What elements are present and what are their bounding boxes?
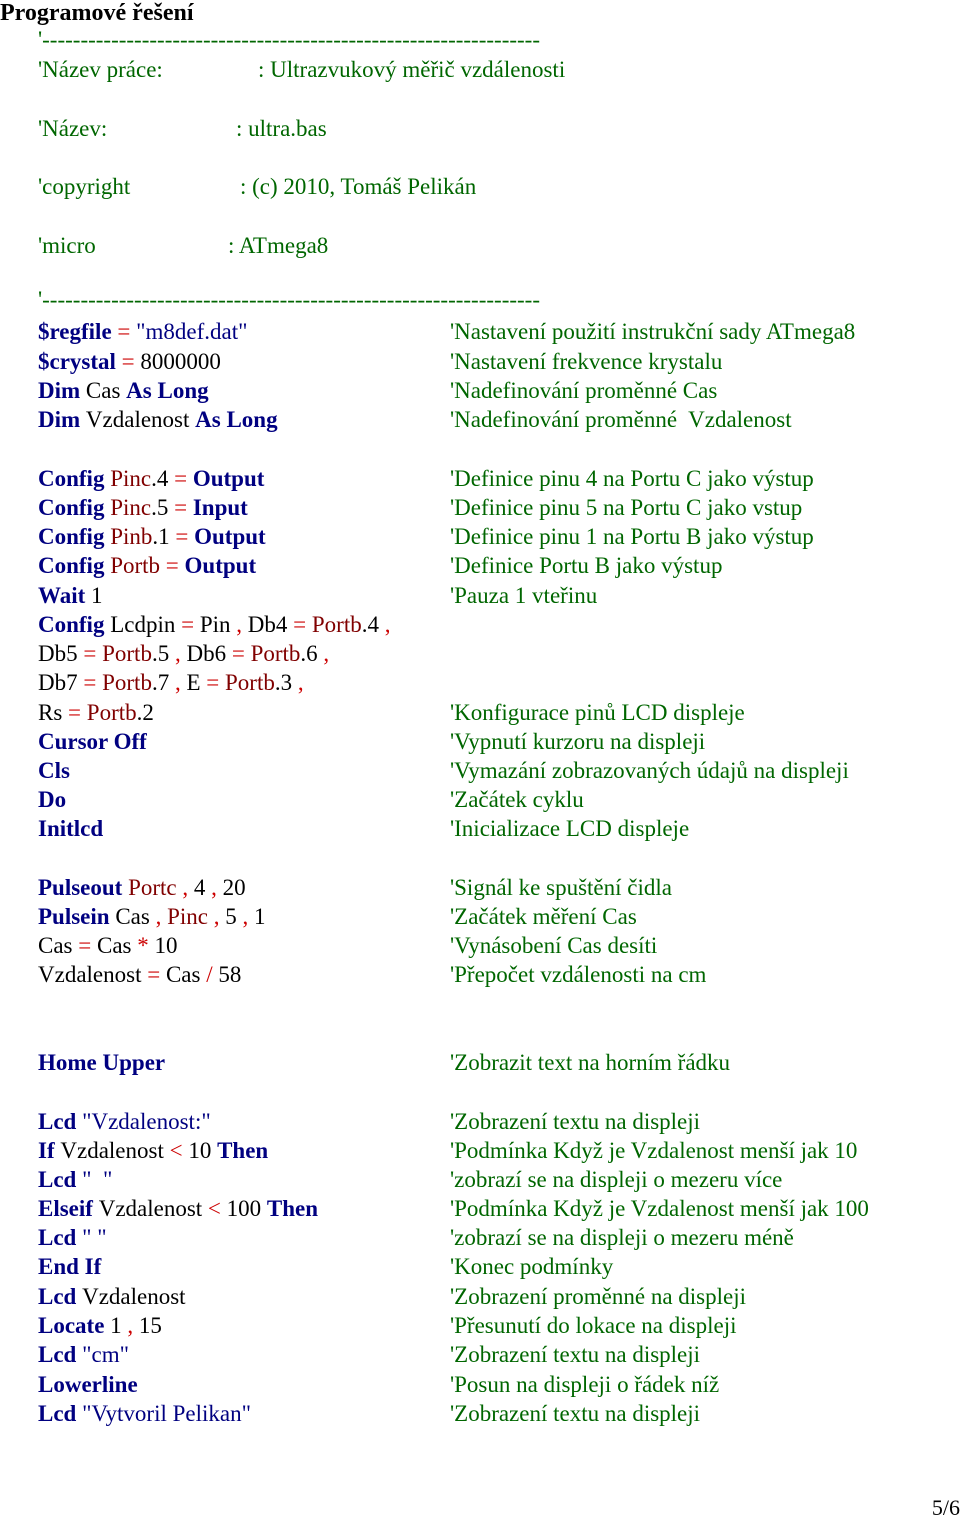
code-text: Cas xyxy=(38,933,73,958)
code-text: 20 xyxy=(222,875,246,900)
code-keyword: Lcd xyxy=(38,1342,83,1367)
code-comment: 'zobrazí se na displeji o mezeru více xyxy=(450,1167,783,1192)
code-line xyxy=(38,1196,318,1222)
code-operator: = xyxy=(141,962,166,987)
code-text: Db5 xyxy=(38,641,78,666)
code-text: Cas xyxy=(96,933,132,958)
code-keyword: Output xyxy=(192,466,265,491)
code-keyword: Cls xyxy=(38,758,70,783)
code-keyword: Config xyxy=(38,612,111,637)
code-operator: / xyxy=(200,962,219,987)
code-comment: 'Přepočet vzdálenosti na cm xyxy=(450,962,707,987)
code-operator: , xyxy=(317,641,330,666)
code-line xyxy=(38,612,390,638)
code-keyword: Config xyxy=(38,495,111,520)
code-operator: , xyxy=(236,904,254,929)
code-text: Cas xyxy=(165,962,201,987)
code-keyword: Do xyxy=(38,787,67,812)
header-value: : ultra.bas xyxy=(236,116,327,141)
code-line xyxy=(38,1313,162,1339)
code-text: Vzdalenost xyxy=(38,962,142,987)
code-keyword: Config xyxy=(38,553,111,578)
section-heading: Programové řešení xyxy=(0,0,194,26)
code-keyword: $crystal xyxy=(38,349,116,374)
code-line xyxy=(38,1050,165,1076)
code-string: " " xyxy=(82,1225,107,1250)
code-identifier: Portb xyxy=(250,641,301,666)
separator-line: '----------------------------------------------------------------- xyxy=(38,27,540,52)
code-identifier: Pinc xyxy=(167,904,208,929)
code-comment: 'Konec podmínky xyxy=(450,1254,614,1279)
code-comment: 'Podmínka Když je Vzdalenost menší jak 100 xyxy=(450,1196,869,1221)
code-text: 5 xyxy=(225,904,237,929)
code-identifier: Portb xyxy=(102,641,152,666)
code-operator: < xyxy=(163,1138,189,1163)
code-keyword: Then xyxy=(217,1138,269,1163)
code-text: Rs xyxy=(38,700,63,725)
code-identifier: Portb xyxy=(311,612,362,637)
code-line xyxy=(38,583,103,609)
code-keyword: Dim xyxy=(38,407,86,432)
code-comment: 'Vypnutí kurzoru na displeji xyxy=(450,729,706,754)
code-identifier: Pinb xyxy=(110,524,153,549)
code-identifier: Portb xyxy=(86,700,137,725)
code-operator: , xyxy=(121,1313,139,1338)
header-label: 'Název práce: xyxy=(38,57,163,82)
code-comment: 'Zobrazit text na horním řádku xyxy=(450,1050,731,1075)
code-comment: 'Signál ke spuštění čidla xyxy=(450,875,672,900)
code-text: 10 xyxy=(154,933,178,958)
code-line xyxy=(38,1167,112,1193)
code-text: Vzdalenost xyxy=(82,1284,186,1309)
code-operator: , xyxy=(378,612,391,637)
code-line xyxy=(38,1138,268,1164)
code-identifier: Portb xyxy=(225,670,275,695)
code-comment: 'Vynásobení Cas desíti xyxy=(450,933,658,958)
code-string: "Vzdalenost:" xyxy=(82,1109,211,1134)
code-text: .7 xyxy=(151,670,170,695)
header-value: : Ultrazvukový měřič vzdálenosti xyxy=(258,57,566,82)
code-comment: 'Zobrazení textu na displeji xyxy=(450,1401,701,1426)
code-comment: 'Inicializace LCD displeje xyxy=(450,816,690,841)
code-comment: 'Nastavení frekvence krystalu xyxy=(450,349,723,374)
code-text: E xyxy=(186,670,201,695)
code-comment: 'Zobrazení textu na displeji xyxy=(450,1342,701,1367)
code-line xyxy=(38,758,70,784)
code-string: "m8def.dat" xyxy=(136,319,248,344)
code-line xyxy=(38,1284,186,1310)
header-label: 'micro xyxy=(38,233,96,258)
code-text: 100 xyxy=(226,1196,267,1221)
code-string: " " xyxy=(82,1167,113,1192)
code-line xyxy=(38,787,66,813)
code-line xyxy=(38,904,265,930)
code-line xyxy=(38,816,103,842)
code-text: .4 xyxy=(361,612,379,637)
header-value: : ATmega8 xyxy=(228,233,329,258)
code-operator: = xyxy=(287,612,312,637)
header-value: : (c) 2010, Tomáš Pelikán xyxy=(240,174,477,199)
code-line xyxy=(38,1401,251,1427)
code-keyword: Lcd xyxy=(38,1225,83,1250)
code-operator: = xyxy=(62,700,87,725)
code-comment: 'Přesunutí do lokace na displeji xyxy=(450,1313,737,1338)
code-text: 4 xyxy=(193,875,206,900)
code-keyword: Lcd xyxy=(38,1167,83,1192)
code-comment: 'Nastavení použití instrukční sady ATmega8 xyxy=(450,319,856,344)
code-line xyxy=(38,553,256,579)
code-comment: 'Začátek cyklu xyxy=(450,787,584,812)
code-operator: = xyxy=(175,612,200,637)
code-comment: 'Vymazání zobrazovaných údajů na displeji xyxy=(450,758,849,783)
code-text: 1 xyxy=(110,1313,122,1338)
code-line xyxy=(38,700,154,726)
code-string: "cm" xyxy=(82,1342,129,1367)
code-text: Db4 xyxy=(247,612,288,637)
code-keyword: Locate xyxy=(38,1313,111,1338)
code-identifier: Pinc xyxy=(110,495,152,520)
code-operator: = xyxy=(160,553,185,578)
header-label: 'Název: xyxy=(38,116,108,141)
code-line xyxy=(38,349,221,375)
code-comment: 'Podmínka Když je Vzdalenost menší jak 10 xyxy=(450,1138,858,1163)
code-operator: < xyxy=(202,1196,227,1221)
code-keyword: If xyxy=(38,1138,61,1163)
code-operator: , xyxy=(205,875,223,900)
code-keyword: Initlcd xyxy=(38,816,104,841)
code-keyword: Pulsein xyxy=(38,904,116,929)
code-keyword: Input xyxy=(192,495,248,520)
code-line xyxy=(38,1372,138,1398)
code-text: Cas xyxy=(85,378,127,403)
code-operator: = xyxy=(115,349,141,374)
code-line xyxy=(38,641,329,667)
code-identifier: Pinc xyxy=(110,466,152,491)
code-comment: 'Definice pinu 1 na Portu B jako výstup xyxy=(450,524,814,549)
code-text: .5 xyxy=(151,495,169,520)
code-operator: = xyxy=(200,670,225,695)
code-line xyxy=(38,319,248,345)
code-keyword: Config xyxy=(38,466,111,491)
code-comment: 'zobrazí se na displeji o mezeru méně xyxy=(450,1225,794,1250)
code-text: Pin xyxy=(199,612,231,637)
code-operator: = xyxy=(168,495,193,520)
code-text: 58 xyxy=(218,962,242,987)
code-keyword: Then xyxy=(266,1196,319,1221)
code-text: .5 xyxy=(151,641,170,666)
code-operator: , xyxy=(169,670,187,695)
code-operator: = xyxy=(169,524,195,549)
code-text: .3 xyxy=(274,670,293,695)
code-line xyxy=(38,1342,129,1368)
code-text: Cas xyxy=(115,904,150,929)
code-comment: 'Nadefinování proměnné Cas xyxy=(450,378,718,403)
code-text: Lcdpin xyxy=(110,612,176,637)
code-operator: , xyxy=(176,875,194,900)
code-line xyxy=(38,962,241,988)
code-keyword: Home Upper xyxy=(38,1050,166,1075)
code-line xyxy=(38,729,147,755)
code-identifier: Portc xyxy=(128,875,177,900)
code-keyword: Output xyxy=(194,524,266,549)
code-keyword: Dim xyxy=(38,378,86,403)
code-text: 8000000 xyxy=(140,349,221,374)
code-line xyxy=(38,670,304,696)
code-keyword: As Long xyxy=(126,378,209,403)
code-text: .6 xyxy=(300,641,318,666)
code-comment: 'Definice pinu 4 na Portu C jako výstup xyxy=(450,466,814,491)
code-operator: , xyxy=(149,904,168,929)
code-text: .4 xyxy=(151,466,169,491)
code-line xyxy=(38,466,264,492)
code-operator: = xyxy=(72,933,97,958)
code-operator: = xyxy=(226,641,251,666)
page-number: 5/6 xyxy=(931,1495,960,1520)
code-comment: 'Definice Portu B jako výstup xyxy=(450,553,723,578)
code-comment: 'Zobrazení proměnné na displeji xyxy=(450,1284,747,1309)
code-comment: 'Posun na displeji o řádek níž xyxy=(450,1372,720,1397)
code-operator: , xyxy=(207,904,226,929)
code-keyword: Wait xyxy=(38,583,92,608)
code-comment: 'Zobrazení textu na displeji xyxy=(450,1109,701,1134)
code-line xyxy=(38,407,278,433)
code-keyword: $regfile xyxy=(38,319,112,344)
code-line xyxy=(38,933,177,959)
code-line xyxy=(38,875,246,901)
code-operator: = xyxy=(111,319,137,344)
code-keyword: Pulseout xyxy=(38,875,129,900)
code-line xyxy=(38,1225,107,1251)
code-text: Db7 xyxy=(38,670,78,695)
code-text: 10 xyxy=(188,1138,218,1163)
code-keyword: Elseif xyxy=(38,1196,99,1221)
code-line xyxy=(38,1254,101,1280)
code-string: "Vytvoril Pelikan" xyxy=(82,1401,251,1426)
code-keyword: Cursor Off xyxy=(38,729,147,754)
code-operator: = xyxy=(168,466,193,491)
code-comment: 'Definice pinu 5 na Portu C jako vstup xyxy=(450,495,803,520)
code-keyword: Output xyxy=(184,553,257,578)
code-keyword: Lcd xyxy=(38,1109,83,1134)
code-comment: 'Pauza 1 vteřinu xyxy=(450,583,598,608)
header-label: 'copyright xyxy=(38,174,131,199)
code-keyword: Lowerline xyxy=(38,1372,138,1397)
code-line xyxy=(38,524,266,550)
code-operator: = xyxy=(77,641,103,666)
code-text: .1 xyxy=(152,524,170,549)
code-text: Vzdalenost xyxy=(85,407,196,432)
code-line xyxy=(38,495,248,521)
code-operator: = xyxy=(77,670,103,695)
code-keyword: End If xyxy=(38,1254,102,1279)
code-text: 15 xyxy=(138,1313,162,1338)
code-keyword: Lcd xyxy=(38,1401,83,1426)
code-keyword: Lcd xyxy=(38,1284,83,1309)
code-line xyxy=(38,378,209,404)
code-text: .2 xyxy=(136,700,154,725)
code-text: Db6 xyxy=(186,641,227,666)
code-keyword: As Long xyxy=(195,407,278,432)
code-identifier: Portb xyxy=(110,553,161,578)
code-operator: * xyxy=(131,933,155,958)
code-line xyxy=(38,1109,211,1135)
code-operator: , xyxy=(169,641,187,666)
separator-line: '----------------------------------------------------------------- xyxy=(38,287,540,312)
code-comment: 'Konfigurace pinů LCD displeje xyxy=(450,700,745,725)
code-operator: , xyxy=(230,612,248,637)
code-text: 1 xyxy=(253,904,266,929)
code-text: Vzdalenost xyxy=(60,1138,164,1163)
code-keyword: Config xyxy=(38,524,111,549)
code-identifier: Portb xyxy=(102,670,152,695)
code-text: 1 xyxy=(91,583,103,608)
code-text: Vzdalenost xyxy=(98,1196,203,1221)
code-comment: 'Začátek měření Cas xyxy=(450,904,637,929)
code-comment: 'Nadefinování proměnné Vzdalenost xyxy=(450,407,792,432)
code-operator: , xyxy=(292,670,304,695)
